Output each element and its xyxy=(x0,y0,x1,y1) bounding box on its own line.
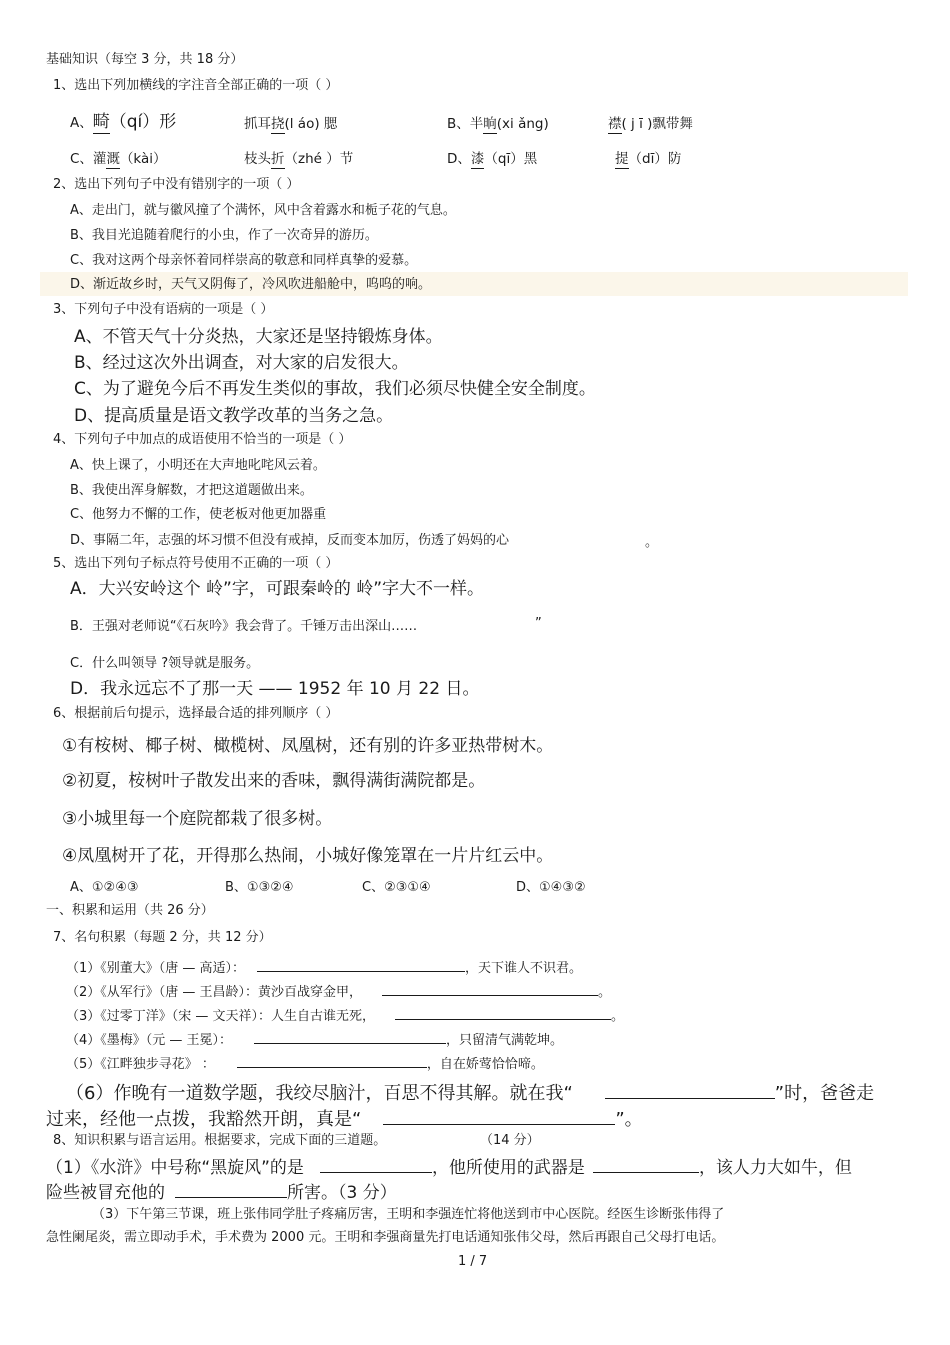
q8-blank-1[interactable] xyxy=(320,1156,432,1173)
q7-line-5: （5）《江畔独步寻花》 ： ，自在娇莺恰恰啼。 xyxy=(66,1053,544,1071)
q7-blank-4[interactable] xyxy=(254,1029,446,1044)
q8-score: （14 分） xyxy=(480,1133,540,1148)
q1-stem: 1、选出下列加横线的字注音全部正确的一项（ ） xyxy=(53,78,339,93)
q1-option-a2: 抓耳挠(l áo) 腮 xyxy=(244,116,338,132)
q5-option-a: A．大兴安岭这个 岭”字，可跟秦岭的 岭”字大不一样。 xyxy=(70,579,485,599)
q1-option-a: A、畸（qí）形 xyxy=(70,112,177,132)
q3-option-a: A、不管天气十分炎热，大家还是坚持锻炼身体。 xyxy=(74,327,443,347)
q7-blank-3[interactable] xyxy=(395,1005,611,1020)
q5-stem: 5、选出下列句子标点符号使用不正确的一项（ ） xyxy=(53,556,339,571)
q5-option-b-end: ” xyxy=(535,616,542,631)
section-two-title: 一、积累和运用（共 26 分） xyxy=(46,903,214,918)
q1-option-b: B、半晌(xi ǎng) xyxy=(447,116,549,132)
q7-line-6a: （6）作晚有一道数学题，我绞尽脑汁，百思不得其解。就在我“ ”时，爸爸走 xyxy=(66,1083,875,1104)
q2-stem: 2、选出下列句子中没有错别字的一项（ ） xyxy=(53,177,300,192)
q3-option-c: C、为了避免今后不再发生类似的事故，我们必须尽快健全安全制度。 xyxy=(74,379,596,399)
q2-option-a: A、走出门，就与徽风撞了个满怀，风中含着露水和栀子花的气息。 xyxy=(70,203,456,218)
q4-stem: 4、下列句子中加点的成语使用不恰当的一项是（ ） xyxy=(53,432,352,447)
q5-option-c: C．什么叫领导 ?领导就是服务。 xyxy=(70,656,260,671)
q7-line-1: （1）《别董大》（唐 — 高适）： ，天下谁人不识君。 xyxy=(66,957,582,975)
section-basic-title: 基础知识（每空 3 分，共 18 分） xyxy=(46,52,244,67)
q7-line-6b: 过来，经他一点拨，我豁然开朗，真是“ ”。 xyxy=(46,1109,643,1130)
q6-sentence-2: ②初夏，桉树叶子散发出来的香味，飘得满街满院都是。 xyxy=(62,771,486,791)
q7-stem: 7、名句积累（每题 2 分，共 12 分） xyxy=(53,930,272,945)
q1-option-c2: 枝头折（zhé ）节 xyxy=(244,151,354,167)
q7-line-3: （3）《过零丁洋》（宋 — 文天祥）：人生自古谁无死， 。 xyxy=(66,1005,624,1023)
q8-blank-3[interactable] xyxy=(175,1181,287,1198)
q1-option-d: D、漆（qī）黑 xyxy=(447,151,538,167)
q6-stem: 6、根据前后句提示，选择最合适的排列顺序（ ） xyxy=(53,706,339,721)
q8-blank-2[interactable] xyxy=(593,1156,699,1173)
q1-option-b2: 襟( j ī )飘带舞 xyxy=(608,116,693,132)
q7-blank-1[interactable] xyxy=(257,957,465,972)
q4-option-b: B、我使出浑身解数，才把这道题做出来。 xyxy=(70,483,313,498)
q7-line-2: （2）《从军行》（唐 — 王昌龄）：黄沙百战穿金甲， 。 xyxy=(66,981,611,999)
q2-option-c: C、我对这两个母亲怀着同样崇高的敬意和同样真挚的爱慕。 xyxy=(70,253,418,268)
q3-stem: 3、下列句子中没有语病的一项是（ ） xyxy=(53,302,274,317)
q2-option-d: D、渐近故乡时，天气又阴侮了，冷风吹进船舱中，呜呜的响。 xyxy=(70,277,432,292)
q7-blank-6a[interactable] xyxy=(605,1081,775,1099)
q6-choice-a: A、①②④③ xyxy=(70,880,139,895)
q7-blank-5[interactable] xyxy=(237,1053,427,1068)
q4-option-c: C、他努力不懈的工作，使老板对他更加器重 xyxy=(70,507,327,522)
q6-sentence-1: ①有桉树、椰子树、橄榄树、凤凰树，还有别的许多亚热带树木。 xyxy=(62,736,554,756)
q4-option-d-end: 。 xyxy=(645,535,659,550)
q1-option-c: C、灌溉（kài） xyxy=(70,151,167,167)
q8-part3-line1: （3）下午第三节课，班上张伟同学肚子疼痛厉害，王明和李强连忙将他送到市中心医院。经医生诊断张伟得了 xyxy=(92,1207,725,1222)
q6-choice-b: B、①③②④ xyxy=(225,880,294,895)
q3-option-b: B、经过这次外出调查，对大家的启发很大。 xyxy=(74,353,409,373)
page-number: 1 / 7 xyxy=(458,1254,488,1269)
q1-option-d2: 提（dī）防 xyxy=(615,151,682,167)
q8-part3-line2: 急性阑尾炎，需立即动手术，手术费为 2000 元。王明和李强商量先打电话通知张伟父母，然后再跟自己父母打电话。 xyxy=(46,1230,725,1245)
q4-option-a: A、快上课了，小明还在大声地叱咤风云着。 xyxy=(70,458,326,473)
q7-blank-2[interactable] xyxy=(382,981,598,996)
q6-sentence-3: ③小城里每一个庭院都栽了很多树。 xyxy=(62,809,333,829)
q4-option-d: D、事隔二年，志强的坏习惯不但没有戒掉，反而变本加厉，伤透了妈妈的心 xyxy=(70,533,510,548)
q3-option-d: D、提高质量是语文教学改革的当务之急。 xyxy=(74,406,394,426)
q7-line-4: （4）《墨梅》（元 — 王冕）： ，只留清气满乾坤。 xyxy=(66,1029,563,1047)
q5-option-d: D．我永远忘不了那一天 —— 1952 年 10 月 22 日。 xyxy=(70,679,480,699)
q8-part1-line2: 险些被冒充他的 所害。（3 分） xyxy=(46,1183,397,1203)
q8-part1-line1: （1）《水浒》中号称“黑旋风”的是 ，他所使用的武器是 ，该人力大如牛，但 xyxy=(46,1158,852,1178)
q5-option-b: B．王强对老师说“《石灰吟》我会背了。千锤万击出深山…… xyxy=(70,619,418,634)
q8-stem: 8、知识积累与语言运用。根据要求，完成下面的三道题。 xyxy=(53,1133,387,1148)
q7-blank-6b[interactable] xyxy=(383,1107,615,1125)
q6-choice-c: C、②③①④ xyxy=(362,880,431,895)
q6-choice-d: D、①④③② xyxy=(516,880,586,895)
q2-option-b: B、我目光追随着爬行的小虫，作了一次奇异的游历。 xyxy=(70,228,378,243)
q6-sentence-4: ④凤凰树开了花，开得那么热闹，小城好像笼罩在一片片红云中。 xyxy=(62,846,554,866)
